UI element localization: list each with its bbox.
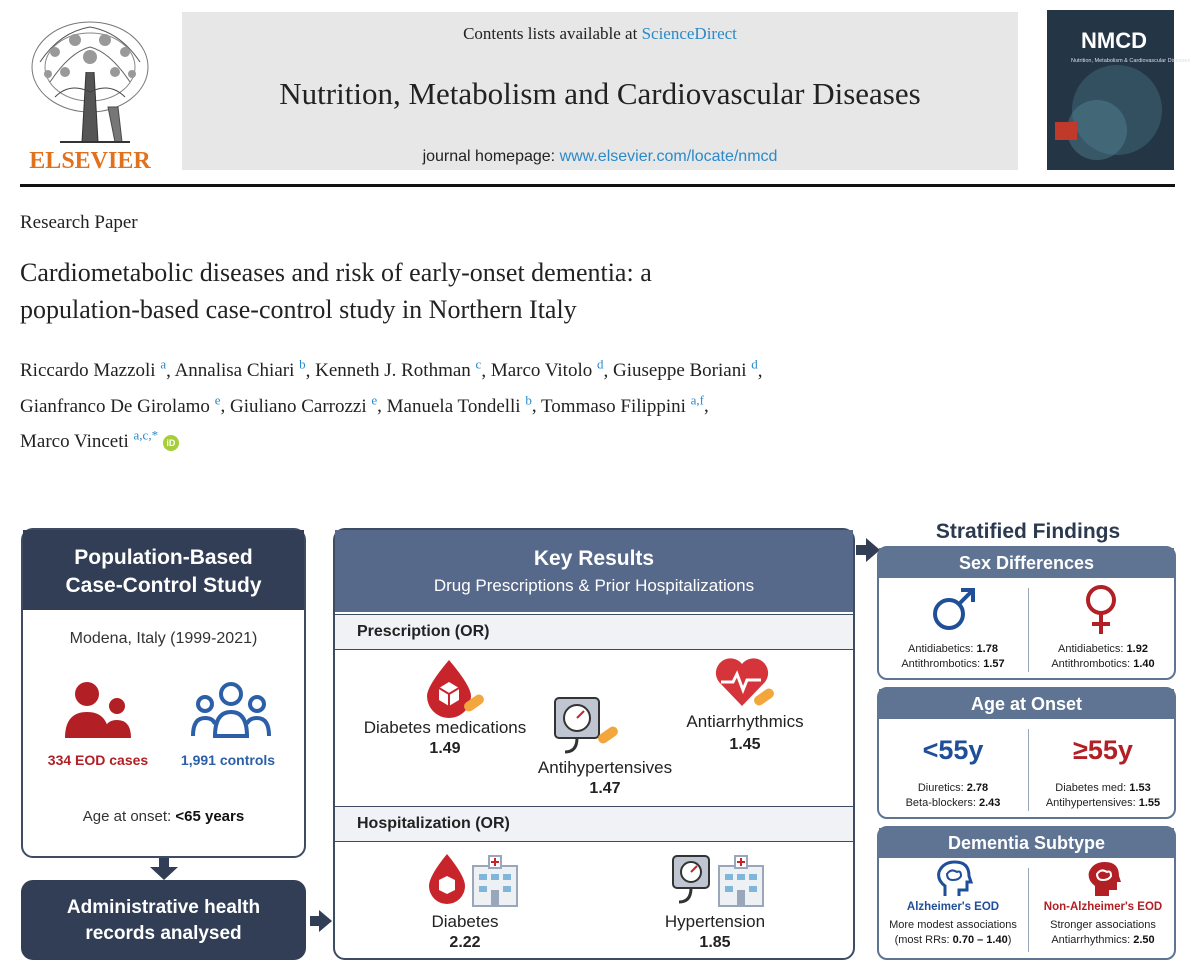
author[interactable]: Marco Vinceti $^{a,c,*}$ xyxy=(20,427,159,452)
study-design-title: Population-Based Case-Control Study xyxy=(23,530,304,610)
result-label: Diabetes medications xyxy=(363,718,527,737)
tree-icon xyxy=(20,12,160,172)
age-at-onset-header: Age at Onset xyxy=(879,689,1174,719)
blood-drop-hospital-icon xyxy=(425,852,525,908)
author[interactable]: Marco Vitolo $^d$ xyxy=(490,357,604,382)
male-symbol-icon xyxy=(931,586,977,632)
female-symbol-icon xyxy=(1081,584,1121,636)
study-design-card xyxy=(21,528,306,858)
alzheimers-eod-title: Alzheimer's EOD xyxy=(906,901,1000,913)
blood-pressure-icon xyxy=(553,696,623,754)
author[interactable]: Annalisa Chiari $^b$ xyxy=(174,357,306,382)
age-young-results: Diuretics: 2.78 Beta-blockers: 2.43 xyxy=(905,782,1001,809)
hospitalization-header: Hospitalization (OR) xyxy=(335,806,853,842)
key-results-card xyxy=(333,528,855,960)
author[interactable]: Riccardo Mazzoli $^a$ xyxy=(20,357,167,382)
homepage-line: journal homepage: www.elsevier.com/locate/nmcd xyxy=(422,148,778,165)
arrow-down-icon xyxy=(150,858,178,880)
brain-head-icon xyxy=(1085,860,1123,898)
result-label: Antihypertensives xyxy=(537,758,673,777)
result-value: 2.22 xyxy=(449,934,481,951)
cover-subtitle: Nutrition, Metabolism & Cardiovascular Diseases xyxy=(1071,58,1191,64)
alzheimers-eod-results: More modest associations (most RRs: 0.70 – 1.40) xyxy=(889,919,1017,946)
heart-rhythm-icon xyxy=(713,654,775,710)
brain-head-icon xyxy=(935,860,973,898)
non-alzheimers-eod-title: Non-Alzheimer's EOD xyxy=(1043,901,1163,913)
author[interactable]: Giuseppe Boriani $^d$ xyxy=(613,357,758,382)
author-line-1: Riccardo Mazzoli $^a$, Annalisa Chiari $^b$, Kenneth J. Rothman $^c$, Marco Vitolo $^d$, Giuseppe Boriani $^d$, xyxy=(20,357,763,382)
result-label: Antiarrhythmics xyxy=(686,712,804,731)
result-value: 1.85 xyxy=(699,934,731,951)
cover-acronym: NMCD xyxy=(1081,28,1147,53)
age-at-onset-card xyxy=(877,687,1176,819)
author-line-2: Gianfranco De Girolamo $^e$, Giuliano Carrozzi $^e$, Manuela Tondelli $^b$, Tommaso Filippini $^{a,f}$, xyxy=(20,392,709,417)
author-line-3 xyxy=(20,421,1180,456)
blood-drop-pill-icon xyxy=(423,658,485,718)
header-rule xyxy=(20,184,1175,187)
publisher-name: ELSEVIER xyxy=(29,148,151,174)
result-label: Hypertension xyxy=(664,912,766,931)
journal-banner xyxy=(182,12,1018,170)
author[interactable]: Gianfranco De Girolamo $^e$ xyxy=(20,392,221,417)
age-old-label: ≥55y xyxy=(1073,735,1133,765)
author[interactable]: Manuela Tondelli $^b$ xyxy=(386,392,532,417)
elsevier-logo[interactable] xyxy=(20,12,160,172)
female-results: Antidiabetics: 1.92 Antithrombotics: 1.40 xyxy=(1051,643,1155,670)
cover-image xyxy=(1047,10,1191,170)
orcid-icon[interactable]: iD xyxy=(163,435,179,451)
journal-cover[interactable] xyxy=(1047,10,1191,170)
result-value: 1.47 xyxy=(589,780,621,797)
result-value: 1.45 xyxy=(729,736,761,753)
key-results-header: Key Results Drug Prescriptions & Prior Hospitalizations xyxy=(335,530,853,612)
author-list xyxy=(20,350,1180,456)
author[interactable]: Giuliano Carrozzi $^e$ xyxy=(229,392,378,417)
paper-type: Research Paper xyxy=(20,212,138,233)
cases-people-icon xyxy=(63,680,133,740)
contents-line: Contents lists available at ScienceDirect xyxy=(463,24,737,43)
non-alzheimers-eod-results: Stronger associations Antiarrhythmics: 2.50 xyxy=(1050,919,1156,946)
journal-title: Nutrition, Metabolism and Cardiovascular Diseases xyxy=(279,76,921,111)
prescription-header: Prescription (OR) xyxy=(335,614,853,650)
author[interactable]: Kenneth J. Rothman $^c$ xyxy=(315,357,482,382)
cases-count: 334 EOD cases xyxy=(47,752,149,768)
paper-title: Cardiometabolic diseases and risk of early-onset dementia: a population-based case-control study in Northern Italy xyxy=(20,258,652,324)
records-analysed-box: Administrative health records analysed xyxy=(21,880,306,960)
dementia-subtype-header: Dementia Subtype xyxy=(879,828,1174,858)
controls-count: 1,991 controls xyxy=(180,752,276,768)
male-results: Antidiabetics: 1.78 Antithrombotics: 1.57 xyxy=(901,643,1005,670)
result-label: Diabetes xyxy=(431,912,499,931)
dementia-subtype-card xyxy=(877,826,1176,960)
controls-people-icon xyxy=(191,680,271,740)
sex-differences-header: Sex Differences xyxy=(879,548,1174,578)
sex-differences-card xyxy=(877,546,1176,680)
study-location: Modena, Italy (1999-2021) xyxy=(69,630,258,647)
sciencedirect-link[interactable]: ScienceDirect xyxy=(641,24,737,43)
homepage-link[interactable]: www.elsevier.com/locate/nmcd xyxy=(559,148,778,165)
age-young-label: <55y xyxy=(922,735,984,765)
arrow-right-icon xyxy=(310,910,332,932)
age-old-results: Diabetes med: 1.53 Antihypertensives: 1.55 xyxy=(1045,782,1161,809)
blood-pressure-hospital-icon xyxy=(671,852,771,908)
stratified-findings-title: Stratified Findings xyxy=(935,520,1121,543)
author[interactable]: Tommaso Filippini $^{a,f}$ xyxy=(541,392,704,417)
age-at-onset: Age at onset: <65 years xyxy=(82,808,245,825)
result-value: 1.49 xyxy=(429,740,461,757)
